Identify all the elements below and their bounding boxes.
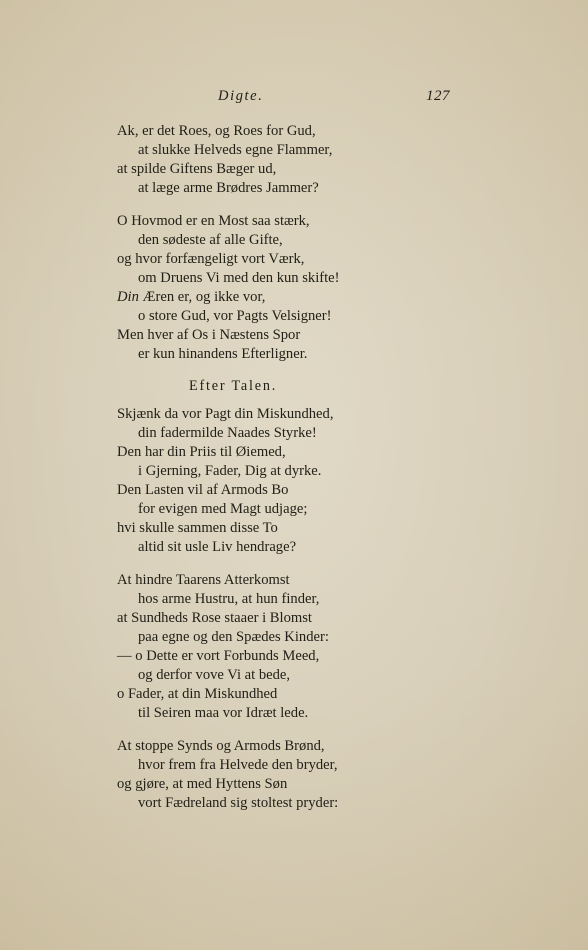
verse-line [117, 571, 517, 590]
verse-line [117, 666, 517, 685]
verse-line-text: og derfor vove Vi at bede, [138, 667, 291, 683]
verse-line-text: Den har din Priis til Øiemed, [117, 444, 286, 460]
verse-line-text: O Hovmod er en Most saa stærk, [117, 213, 310, 229]
stanza [117, 122, 517, 198]
verse-line [117, 269, 517, 288]
verse-line [117, 647, 517, 666]
verse-line [117, 500, 517, 519]
verse-line-text: at Sundheds Rose staaer i Blomst [117, 610, 312, 626]
verse-line-text: hvi skulle sammen disse To [117, 520, 278, 536]
stanza [117, 405, 517, 557]
verse-line [117, 462, 517, 481]
verse-line-text: til Seiren maa vor Idræt lede. [138, 705, 309, 721]
verse-line [117, 737, 517, 756]
stanza [117, 571, 517, 723]
verse-line [117, 443, 517, 462]
verse-line [117, 590, 517, 609]
verse-line [117, 756, 517, 775]
verse-line [117, 609, 517, 628]
verse-line-text: hos arme Hustru, at hun finder, [138, 591, 320, 607]
verse-line-text: at læge arme Brødres Jammer? [138, 180, 319, 196]
verse-line [117, 231, 517, 250]
verse-line [117, 519, 517, 538]
verse-line-text: at spilde Giftens Bæger ud, [117, 161, 277, 177]
running-title: Digte. [218, 88, 264, 104]
page-number: 127 [426, 88, 450, 104]
verse-line-text: paa egne og den Spædes Kinder: [138, 629, 329, 645]
verse-line-text: den sødeste af alle Gifte, [138, 232, 283, 248]
stanza [117, 737, 517, 813]
poem-body [117, 122, 517, 813]
section-heading: Efter Talen. [189, 378, 278, 394]
verse-line [117, 141, 517, 160]
verse-line [117, 704, 517, 723]
verse-line-text: er kun hinandens Efterligner. [138, 346, 308, 362]
verse-line-text: at slukke Helveds egne Flammer, [138, 142, 333, 158]
verse-line [117, 685, 517, 704]
verse-line-text: o Fader, at din Miskundhed [117, 686, 278, 702]
stanzas-after-heading [117, 405, 517, 813]
verse-line [117, 307, 517, 326]
stanza-gap [117, 198, 517, 212]
verse-line-text: altid sit usle Liv hendrage? [138, 539, 297, 555]
verse-line [117, 326, 517, 345]
verse-line-text: o store Gud, vor Pagts Velsigner! [138, 308, 332, 324]
verse-line [117, 424, 517, 443]
verse-line-text: Æren er, og ikke vor, [138, 289, 266, 305]
verse-line-text: At stoppe Synds og Armods Brønd, [117, 738, 325, 754]
verse-line [117, 481, 517, 500]
verse-line [117, 212, 517, 231]
stanzas-before-heading [117, 122, 517, 364]
verse-line-text: At hindre Taarens Atterkomst [117, 572, 290, 588]
verse-line-text: Ak, er det Roes, og Roes for Gud, [117, 123, 316, 139]
verse-line-text: Den Lasten vil af Armods Bo [117, 482, 289, 498]
emphasized-word: Din [117, 289, 139, 305]
verse-line-text: og gjøre, at med Hyttens Søn [117, 776, 288, 792]
verse-line [117, 628, 517, 647]
verse-line-text: hvor frem fra Helvede den bryder, [138, 757, 338, 773]
verse-line-text: og hvor forfængeligt vort Værk, [117, 251, 305, 267]
verse-line [117, 538, 517, 557]
verse-line [117, 288, 517, 307]
stanza-gap [117, 557, 517, 571]
verse-line-text: Skjænk da vor Pagt din Miskundhed, [117, 406, 334, 422]
verse-line [117, 345, 517, 364]
verse-line [117, 179, 517, 198]
verse-line-text: Men hver af Os i Næstens Spor [117, 327, 301, 343]
verse-line [117, 160, 517, 179]
running-header [0, 88, 588, 108]
verse-line [117, 405, 517, 424]
verse-line-text: i Gjerning, Fader, Dig at dyrke. [138, 463, 322, 479]
verse-line-text: — o Dette er vort Forbunds Meed, [117, 648, 320, 664]
verse-line-text: din fadermilde Naades Styrke! [138, 425, 317, 441]
stanza [117, 212, 517, 364]
verse-line [117, 122, 517, 141]
verse-line [117, 794, 517, 813]
verse-line-text: vort Fædreland sig stoltest pryder: [138, 795, 339, 811]
verse-line [117, 250, 517, 269]
stanza-gap [117, 723, 517, 737]
verse-line-text: for evigen med Magt udjage; [138, 501, 308, 517]
verse-line [117, 775, 517, 794]
verse-line-text: om Druens Vi med den kun skifte! [138, 270, 340, 286]
